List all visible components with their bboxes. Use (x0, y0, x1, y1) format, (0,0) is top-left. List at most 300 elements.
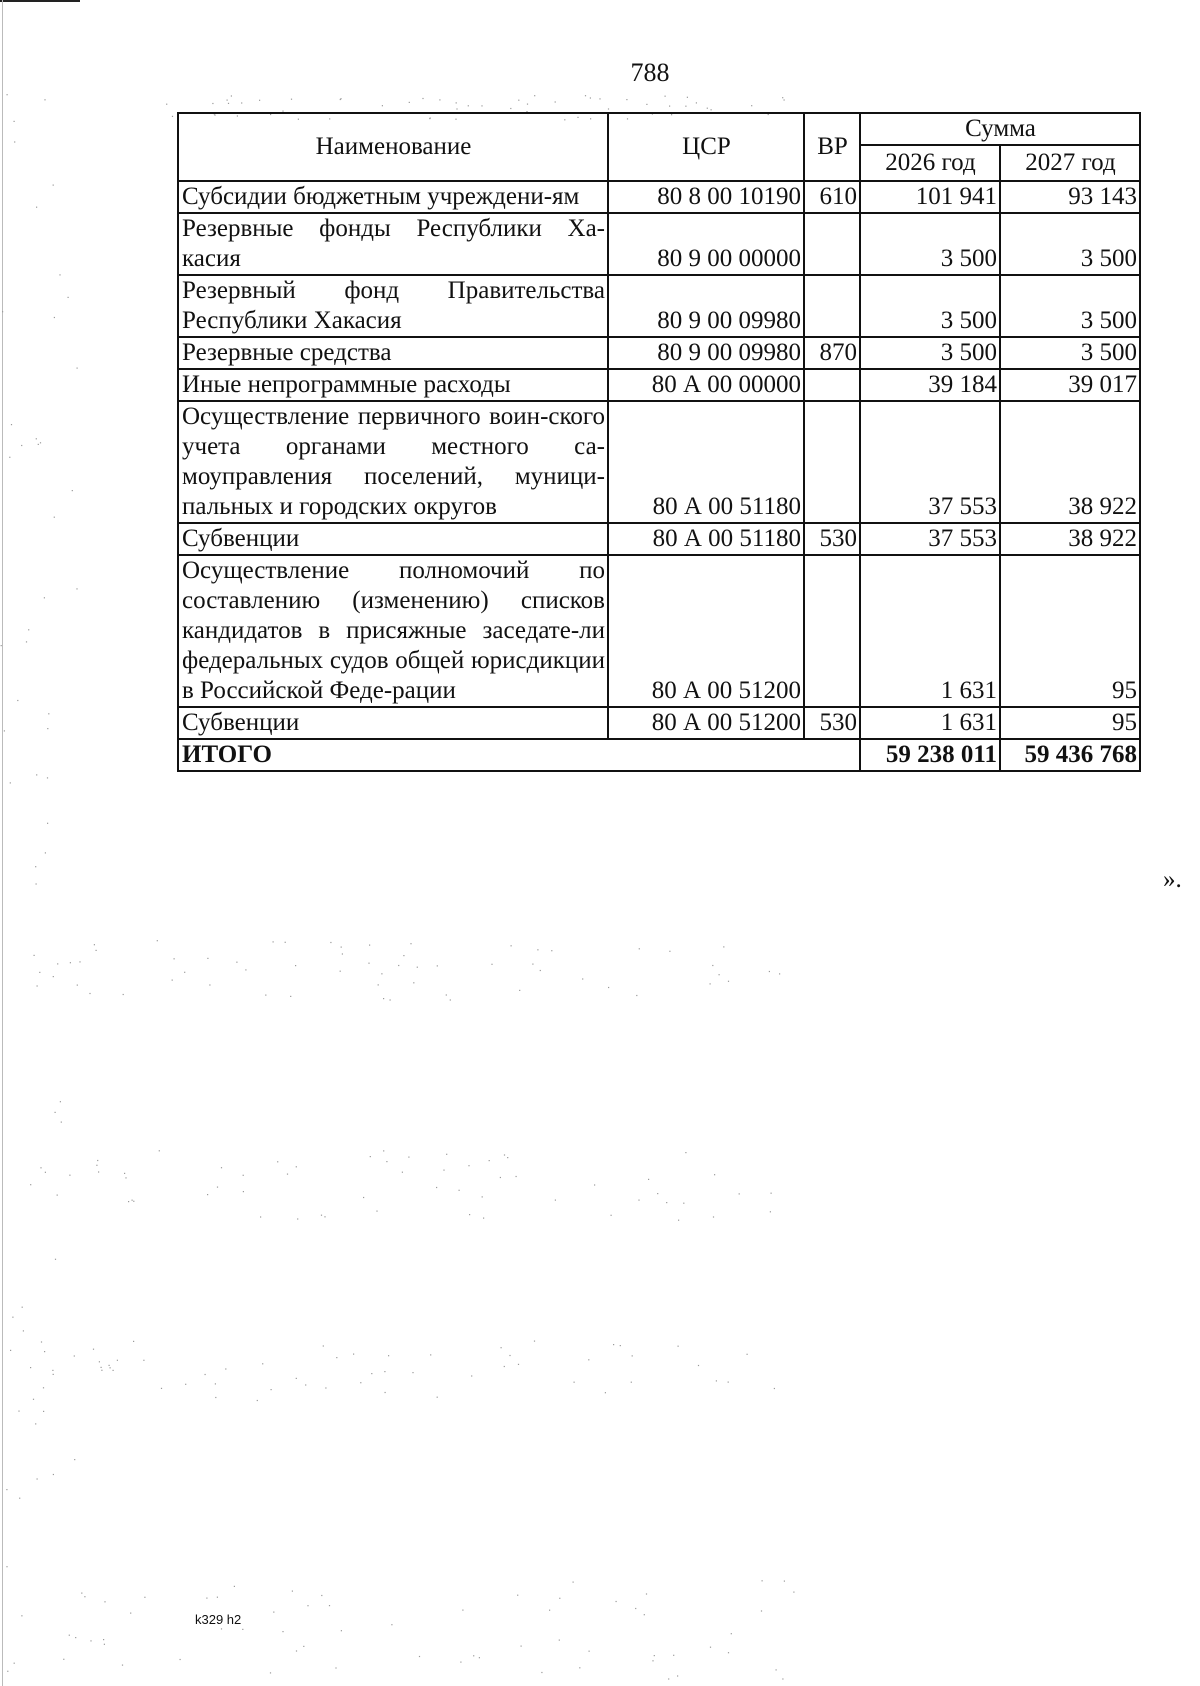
scan-speck (57, 1195, 58, 1196)
scan-speck (63, 1659, 64, 1660)
row-name: Резервные средства (178, 337, 608, 369)
scan-speck (341, 947, 342, 948)
row-csr: 80 А 00 51180 (608, 523, 804, 555)
scan-speck (26, 641, 27, 642)
scan-speck (382, 105, 383, 106)
scan-speck (342, 953, 343, 954)
scan-speck (48, 713, 49, 714)
scan-speck (98, 1171, 99, 1172)
scan-speck (321, 1595, 322, 1596)
scan-speck (323, 1345, 324, 1346)
scan-speck (143, 1360, 144, 1361)
footer-code: k329 h2 (195, 1612, 242, 1627)
scan-speck (101, 1370, 102, 1371)
scan-speck (510, 108, 511, 109)
row-amount-2027: 39 017 (1000, 369, 1140, 401)
scan-speck (39, 972, 40, 973)
scan-speck (370, 1156, 371, 1157)
scan-speck (613, 1344, 614, 1345)
scan-speck (68, 297, 69, 298)
scan-speck (55, 1259, 56, 1260)
row-amount-2026: 101 941 (860, 181, 1000, 213)
scan-speck (207, 1194, 208, 1195)
row-name: Субвенции (178, 523, 608, 555)
row-name: Субсидии бюджетным учреждени-ям (178, 181, 608, 213)
page-edge-top (0, 0, 80, 2)
scan-speck (685, 106, 686, 107)
scan-speck (590, 97, 591, 98)
scan-speck (710, 1647, 711, 1648)
scan-speck (11, 424, 12, 425)
scan-speck (6, 1566, 7, 1567)
scan-speck (14, 141, 15, 142)
scan-speck (44, 99, 45, 100)
scan-speck (616, 1601, 617, 1602)
closing-quote: ». (1163, 866, 1182, 893)
scan-speck (776, 1669, 777, 1670)
scan-speck (123, 994, 124, 995)
scan-speck (296, 1378, 297, 1379)
scan-speck (646, 104, 647, 105)
scan-speck (89, 993, 90, 994)
scan-speck (74, 1459, 75, 1460)
row-vr (804, 275, 860, 337)
row-csr: 80 9 00 09980 (608, 275, 804, 337)
scan-speck (227, 100, 228, 101)
scan-speck (7, 94, 8, 95)
table-row (178, 275, 1140, 337)
scan-speck (130, 1613, 131, 1614)
scan-speck (479, 1657, 480, 1658)
scan-speck (511, 945, 512, 946)
scan-speck (69, 1175, 70, 1176)
row-amount-2026: 3 500 (860, 275, 1000, 337)
scan-speck (273, 1612, 274, 1613)
scan-speck (636, 995, 637, 996)
scan-speck (161, 1388, 162, 1389)
scan-speck (723, 946, 724, 947)
scan-speck (518, 100, 519, 101)
total-2027: 59 436 768 (1000, 739, 1140, 771)
scan-speck (35, 1423, 36, 1424)
scan-speck (262, 1363, 263, 1364)
scan-speck (521, 1646, 522, 1647)
scan-speck (245, 969, 246, 970)
scan-speck (353, 1354, 354, 1355)
scan-speck (549, 1610, 550, 1611)
scan-speck (44, 1351, 45, 1352)
scan-speck (652, 1660, 653, 1661)
scan-speck (335, 1667, 336, 1668)
scan-speck (206, 1598, 207, 1599)
row-amount-2026: 37 553 (860, 523, 1000, 555)
scan-speck (516, 1176, 517, 1177)
scan-speck (305, 1384, 306, 1385)
scan-speck (30, 1184, 31, 1185)
scan-speck (184, 972, 185, 973)
scan-speck (172, 116, 173, 117)
scan-speck (52, 1370, 53, 1371)
scan-speck (437, 965, 438, 966)
scan-speck (55, 1112, 56, 1113)
scan-speck (383, 1150, 384, 1151)
scan-speck (36, 883, 37, 884)
scan-speck (35, 866, 36, 867)
scan-speck (678, 1346, 679, 1347)
row-csr: 80 А 00 00000 (608, 369, 804, 401)
scan-speck (439, 99, 440, 100)
scan-speck (9, 457, 10, 458)
table-row (178, 401, 1140, 523)
scan-speck (639, 948, 640, 949)
scan-speck (707, 108, 708, 109)
scan-speck (43, 1387, 44, 1388)
scan-speck (687, 97, 688, 98)
scan-speck (12, 1317, 13, 1318)
scan-speck (23, 1330, 24, 1331)
total-row (178, 739, 1140, 771)
scan-speck (172, 980, 173, 981)
scan-speck (231, 95, 232, 96)
row-amount-2027: 95 (1000, 555, 1140, 707)
row-amount-2027: 3 500 (1000, 275, 1140, 337)
budget-table (177, 112, 1141, 772)
row-csr: 80 9 00 09980 (608, 337, 804, 369)
scan-speck (482, 1196, 483, 1197)
scan-speck (84, 1596, 85, 1597)
scan-speck (573, 1582, 574, 1583)
scan-speck (132, 1200, 133, 1201)
scan-speck (626, 99, 627, 100)
scan-speck (180, 1659, 181, 1660)
scan-speck (417, 967, 418, 968)
scan-speck (751, 105, 752, 106)
scan-speck (683, 1203, 684, 1204)
scan-speck (446, 994, 447, 995)
scan-speck (236, 962, 237, 963)
scan-speck (104, 1601, 105, 1602)
scan-speck (72, 490, 73, 491)
scan-speck (324, 1216, 325, 1217)
scan-speck (696, 102, 697, 103)
scan-speck (747, 1354, 748, 1355)
scan-speck (714, 1174, 715, 1175)
header-sum: Сумма (860, 113, 1140, 145)
scan-speck (243, 1175, 244, 1176)
scan-speck (303, 1646, 304, 1647)
scan-speck (762, 1580, 763, 1581)
scan-speck (669, 951, 670, 952)
scan-speck (527, 104, 528, 105)
scan-speck (207, 958, 208, 959)
scan-speck (385, 1392, 386, 1393)
scan-speck (90, 1640, 91, 1641)
scan-speck (376, 1211, 377, 1212)
scan-speck (594, 1184, 595, 1185)
scan-speck (33, 1399, 34, 1400)
scan-speck (410, 943, 411, 944)
scan-speck (517, 1595, 518, 1596)
scan-speck (534, 1341, 535, 1342)
row-vr: 870 (804, 337, 860, 369)
scan-speck (403, 955, 404, 956)
scan-speck (96, 950, 97, 951)
scan-speck (341, 1630, 342, 1631)
scan-speck (336, 1357, 337, 1358)
scan-speck (217, 1187, 218, 1188)
scan-speck (340, 98, 341, 99)
scan-speck (519, 990, 520, 991)
scan-speck (555, 1200, 556, 1201)
scan-speck (287, 1174, 288, 1175)
scan-speck (422, 98, 423, 99)
scan-speck (282, 1631, 283, 1632)
scan-speck (54, 317, 55, 318)
scan-speck (632, 1355, 633, 1356)
scan-speck (36, 774, 37, 775)
scan-speck (500, 1177, 501, 1178)
table-row (178, 555, 1140, 707)
scan-speck (698, 1365, 699, 1366)
scan-speck (368, 963, 369, 964)
scan-speck (540, 970, 541, 971)
scan-speck (53, 185, 54, 186)
scan-speck (412, 1372, 413, 1373)
header-csr: ЦСР (608, 113, 804, 181)
scan-speck (74, 1355, 75, 1356)
scan-speck (99, 1361, 100, 1362)
scan-speck (384, 1371, 385, 1372)
scan-speck (363, 1197, 364, 1198)
scan-speck (36, 207, 37, 208)
scan-speck (769, 971, 770, 972)
table-row (178, 337, 1140, 369)
scan-speck (28, 629, 29, 630)
scan-speck (209, 984, 210, 985)
scan-speck (81, 1593, 82, 1594)
scan-speck (30, 1367, 31, 1368)
scan-speck (159, 1150, 160, 1151)
scan-speck (710, 983, 711, 984)
scan-speck (459, 1190, 460, 1191)
scan-speck (585, 95, 586, 96)
scan-speck (782, 1678, 783, 1679)
scan-speck (37, 1478, 38, 1479)
scan-speck (391, 1624, 392, 1625)
scan-speck (75, 1637, 76, 1638)
scan-speck (620, 1345, 621, 1346)
scan-speck (784, 99, 785, 100)
scan-speck (518, 1364, 519, 1365)
scan-speck (779, 973, 780, 974)
row-vr (804, 555, 860, 707)
scan-speck (157, 940, 158, 941)
scan-speck (257, 1400, 258, 1401)
scan-speck (260, 1216, 261, 1217)
scan-speck (270, 1672, 271, 1673)
scan-speck (70, 962, 71, 963)
scan-speck (383, 998, 384, 999)
scan-speck (716, 1380, 717, 1381)
scan-speck (43, 1411, 44, 1412)
scan-speck (217, 1597, 218, 1598)
scan-speck (402, 1172, 403, 1173)
scan-speck (329, 1605, 330, 1606)
scan-speck (654, 1655, 655, 1656)
scan-speck (381, 973, 382, 974)
scan-speck (582, 978, 583, 979)
scan-speck (378, 984, 379, 985)
row-csr: 80 А 00 51200 (608, 555, 804, 707)
table-body (178, 181, 1140, 739)
row-name: Резервный фонд Правительства Республики Хакасия (178, 275, 608, 337)
header-year-2027: 2027 год (1000, 145, 1140, 181)
scan-speck (45, 1172, 46, 1173)
table-row (178, 369, 1140, 401)
scan-speck (36, 438, 37, 439)
scan-speck (648, 1179, 649, 1180)
row-amount-2027: 95 (1000, 707, 1140, 739)
scan-speck (128, 1201, 129, 1202)
scan-speck (53, 976, 54, 977)
row-vr: 530 (804, 523, 860, 555)
row-vr (804, 369, 860, 401)
scan-speck (47, 777, 48, 778)
header-name: Наименование (178, 113, 608, 181)
scan-speck (273, 941, 274, 942)
row-name: Осуществление первичного воин-ского учета органами местного са-моуправления поселений, муници-пальных и городских округов (178, 401, 608, 523)
scan-speck (728, 981, 729, 982)
scan-speck (635, 1608, 636, 1609)
scan-speck (446, 1154, 447, 1155)
scan-speck (290, 996, 291, 997)
scan-speck (501, 1347, 502, 1348)
scan-speck (259, 100, 260, 101)
scan-speck (101, 1367, 102, 1368)
scan-speck (103, 1639, 104, 1640)
scan-speck (295, 965, 296, 966)
scan-speck (739, 1193, 740, 1194)
scan-speck (443, 1170, 444, 1171)
row-amount-2027: 38 922 (1000, 523, 1140, 555)
scan-speck (47, 728, 48, 729)
scan-speck (307, 1605, 308, 1606)
scan-speck (774, 1388, 775, 1389)
row-csr: 80 8 00 10190 (608, 181, 804, 213)
scan-speck (76, 588, 77, 589)
scan-speck (509, 1355, 510, 1356)
table-row (178, 523, 1140, 555)
scan-speck (40, 1167, 41, 1168)
row-amount-2027: 3 500 (1000, 213, 1140, 275)
row-amount-2027: 38 922 (1000, 401, 1140, 523)
scan-speck (685, 1152, 686, 1153)
scan-speck (291, 99, 292, 100)
scan-speck (215, 1397, 216, 1398)
scan-speck (507, 1157, 508, 1158)
scan-speck (77, 368, 78, 369)
scan-speck (436, 1187, 437, 1188)
scan-speck (40, 442, 41, 443)
scan-speck (369, 945, 370, 946)
scan-speck (728, 1652, 729, 1653)
scan-speck (242, 1629, 243, 1630)
scan-speck (608, 987, 609, 988)
scan-speck (456, 102, 457, 103)
scan-speck (34, 955, 35, 956)
scan-speck (469, 1214, 470, 1215)
scan-speck (225, 1368, 226, 1369)
scan-speck (537, 949, 538, 950)
scan-speck (677, 1675, 678, 1676)
scan-speck (221, 1628, 222, 1629)
scan-speck (296, 1166, 297, 1167)
scan-speck (731, 1633, 732, 1634)
scan-speck (109, 1365, 110, 1366)
scan-speck (611, 1215, 612, 1216)
scan-speck (468, 105, 469, 106)
row-amount-2026: 1 631 (860, 555, 1000, 707)
scan-speck (321, 1215, 322, 1216)
table-row (178, 707, 1140, 739)
scan-speck (456, 108, 457, 109)
scan-speck (117, 1360, 118, 1361)
scan-speck (644, 1614, 645, 1615)
scan-speck (491, 964, 492, 965)
scan-speck (719, 974, 720, 975)
scan-speck (386, 1161, 387, 1162)
scan-speck (450, 999, 451, 1000)
scan-speck (555, 101, 556, 102)
scan-speck (38, 444, 39, 445)
scan-speck (668, 1678, 669, 1679)
scan-speck (144, 1597, 145, 1598)
scan-speck (551, 950, 552, 951)
row-name: Осуществление полномочий по составлению (изменению) списков кандидатов в присяжные заседате-ли федеральных судов общей юрисдикции в Российской Феде-рации (178, 555, 608, 707)
row-csr: 80 9 00 00000 (608, 213, 804, 275)
row-name: Резервные фонды Республики Ха-касия (178, 213, 608, 275)
scan-speck (666, 1202, 667, 1203)
scan-speck (330, 942, 331, 943)
scan-speck (215, 1383, 216, 1384)
scan-speck (205, 1374, 206, 1375)
scan-speck (45, 852, 46, 853)
row-name: Субвенции (178, 707, 608, 739)
scan-speck (4, 730, 5, 731)
scan-speck (292, 1591, 293, 1592)
scan-speck (104, 1644, 105, 1645)
scan-speck (390, 999, 391, 1000)
scan-speck (589, 1651, 590, 1652)
scan-speck (398, 965, 399, 966)
scan-speck (473, 1655, 474, 1656)
scan-speck (277, 1161, 278, 1162)
scan-speck (504, 1366, 505, 1367)
scan-speck (77, 985, 78, 986)
scan-speck (784, 1581, 785, 1582)
row-csr: 80 А 00 51200 (608, 707, 804, 739)
scan-speck (174, 958, 175, 959)
scan-speck (271, 1389, 272, 1390)
page-edge-left (2, 0, 3, 1686)
scan-speck (371, 1373, 372, 1374)
scan-speck (243, 1191, 244, 1192)
scan-speck (413, 982, 414, 983)
scan-speck (110, 1367, 111, 1368)
scan-speck (574, 1382, 575, 1383)
scan-speck (21, 1615, 22, 1616)
scan-speck (19, 1498, 20, 1499)
